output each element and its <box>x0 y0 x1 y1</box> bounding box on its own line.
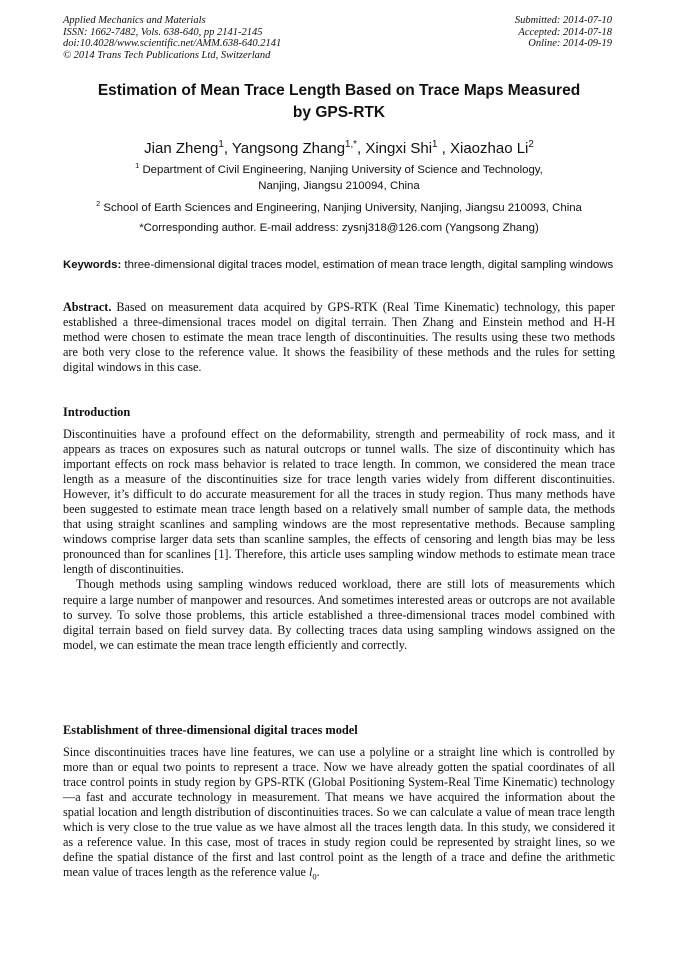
author-name: Xiaozhao Li <box>449 140 529 157</box>
math-symbol: l <box>309 865 313 880</box>
author-name: Xingxi Shi <box>365 140 433 157</box>
affiliation-1-line-1: Department of Civil Engineering, Nanjing University of Science and Technology, <box>142 164 543 176</box>
affiliation-mark: 1 <box>135 161 140 171</box>
establishment-body <box>63 745 615 885</box>
paragraph-text: Since discontinuities traces have line features, we can use a polyline or a straight line which is controlled by more than or equal two points to represent a trace. Now we have already gotten the spatial coordinates of all trace control points in study region by GPS-RTK (Global Positioning System-Real Time Kinematic) technology—a fast and accurate technology in measurement. That means we have acquired the information about the spatial location and length distribution of discontinuities traces. So we can calculate a value of mean trace length which is very close to the true value as we have almost all the traces length data. In this study, we considered it as a reference value. In this case, most of traces in study region could be represented by straight lines, so we define the spatial distance of the first and last control point as the length of a trace and define the arithmetic mean value of traces length as the reference value <box>63 745 615 880</box>
online-date: Online: 2014-09-19 <box>528 38 612 50</box>
submitted-date: Submitted: 2014-07-10 <box>514 15 612 26</box>
paper-title <box>60 80 618 124</box>
abstract <box>63 300 615 375</box>
author-affil-mark: 2 <box>528 139 534 150</box>
introduction-body <box>63 427 615 653</box>
doi-line: doi:10.4028/www.scientific.net/AMM.638-640.2141 <box>63 38 282 50</box>
journal-name: Applied Mechanics and Materials <box>63 15 206 26</box>
author-affil-mark: 1 <box>218 139 224 150</box>
accepted-date: Accepted: 2014-07-18 <box>518 26 612 38</box>
paragraph: Discontinuities have a profound effect on the deformability, strength and permeability of rock mass, and it appears as traces on exposures such as natural outcrops or tunnel walls. The size of discontinuity which has important effects on rock mass behavior is related to trace length. In common, we considered the mean trace length as a measure of the discontinuities size for trace length varies widely from different discontinuities. However, it’s difficult to do accurate measurement for all the traces in study region. Thus many methods have been suggested to estimate mean trace length based on a relatively small number of sample data, the methods that using straight scanlines and sampling windows are the most representative methods. Because sampling windows comprise larger data sets than scanline samples, the effects of censoring and length bias may be less pronounced than for scanlines [1]. Therefore, this article uses sampling window methods to estimate mean trace length of discontinuities. <box>63 427 615 577</box>
author-affil-mark: 1,* <box>345 139 357 150</box>
affiliation-mark: 2 <box>96 199 101 209</box>
dates-info <box>515 15 612 50</box>
section-heading-establishment: Establishment of three-dimensional digital traces model <box>63 723 358 737</box>
sentence-end: . <box>316 865 320 880</box>
abstract-label: Abstract. <box>63 300 112 314</box>
title-line-1: Estimation of Mean Trace Length Based on Trace Maps Measured <box>97 82 581 99</box>
paragraph: Though methods using sampling windows reduced workload, there are still lots of measurements which require a large number of manpower and resources. And sometimes interested areas or outcrops are not available to survey. To solve those problems, this article established a three-dimensional traces model combined with digital terrain based on field survey data. By collecting traces data using sampling windows assigned on the model, we can estimate the mean trace length efficiently and correctly. <box>63 577 615 652</box>
affiliation-2-text: School of Earth Sciences and Engineering, Nanjing University, Nanjing, Jiangsu 210093, China <box>103 202 582 214</box>
copyright-line: © 2014 Trans Tech Publications Ltd, Switzerland <box>63 49 271 61</box>
author-name: Yangsong Zhang <box>231 140 346 157</box>
keywords-label: Keywords: <box>63 259 122 271</box>
paragraph <box>63 745 615 885</box>
affiliation-2 <box>40 201 638 217</box>
keywords-text: three-dimensional digital traces model, estimation of mean trace length, digital sampling windows <box>124 259 614 271</box>
journal-info <box>63 15 281 61</box>
section-heading-introduction: Introduction <box>63 405 131 419</box>
affiliation-1 <box>40 163 638 194</box>
issn-line: ISSN: 1662-7482, Vols. 638-640, pp 2141-2145 <box>63 26 263 38</box>
math-subscript: 0 <box>312 871 317 882</box>
keywords <box>63 259 615 273</box>
author-name: Jian Zheng <box>144 140 219 157</box>
corresponding-author: *Corresponding author. E-mail address: zysnj318@126.com (Yangsong Zhang) <box>139 222 539 234</box>
title-line-2: by GPS-RTK <box>292 104 386 121</box>
abstract-text: Based on measurement data acquired by GPS-RTK (Real Time Kinematic) technology, this paper established a three-dimensional traces model on digital terrain. Then Zhang and Einstein method and H-H method were chosen to estimate the mean trace length of discontinuities. The results using these two methods are both very close to the reference value. It shows the feasibility of these methods and the rules for setting digital windows in this case. <box>63 300 615 375</box>
author-list: Jian Zheng$^1$, Yangsong Zhang$^{1,*}$, Xingxi Shi$^1$ , Xiaozhao Li$^2$ <box>144 139 534 157</box>
affiliation-1-line-2: Nanjing, Jiangsu 210094, China <box>258 179 420 192</box>
author-affil-mark: 1 <box>432 139 438 150</box>
